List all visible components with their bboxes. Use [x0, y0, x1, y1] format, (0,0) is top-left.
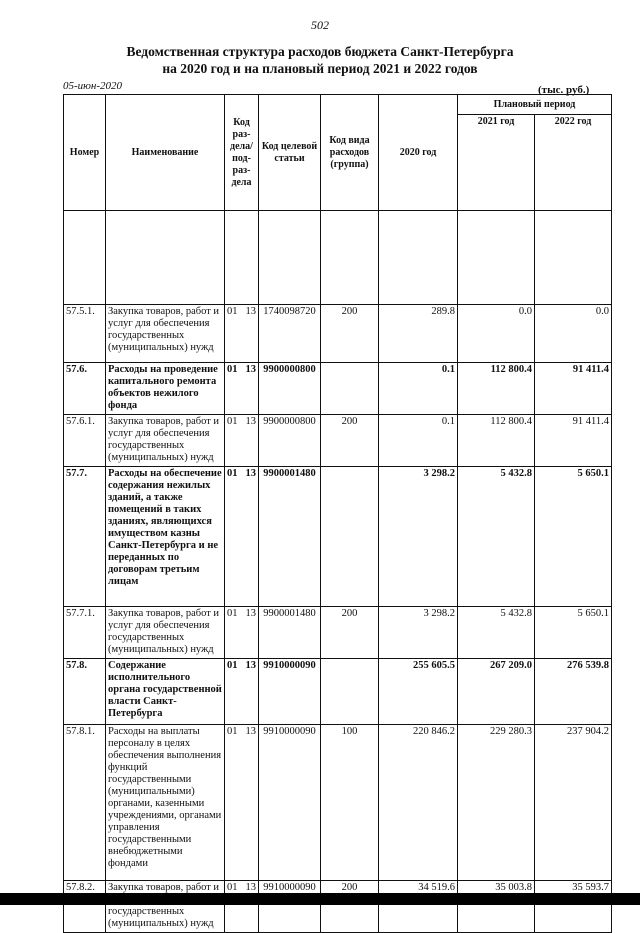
row-amount-2021: 267 209.0: [458, 659, 535, 725]
row-amount-2021: 35 003.8: [458, 881, 535, 933]
page-number: 502: [311, 18, 329, 32]
row-podrazdel: 13: [245, 660, 256, 671]
title-line-2: на 2020 год и на плановый период 2021 и 2022 годов: [162, 61, 478, 76]
row-amount-2021: 5 432.8: [458, 607, 535, 659]
table-row: [64, 363, 612, 415]
table-row: [64, 305, 612, 363]
row-amount-2020: 0.1: [379, 415, 458, 467]
row-expense-type-code: 200: [321, 305, 379, 363]
row-amount-2020: 3 298.2: [379, 467, 458, 607]
budget-table: [63, 94, 612, 933]
row-number: 57.6.1.: [64, 415, 106, 467]
table-row: [64, 659, 612, 725]
row-section-code: [225, 881, 259, 933]
row-razdel: 01: [227, 468, 238, 479]
table-row: [64, 725, 612, 881]
row-target-code: 9900000800: [259, 415, 321, 467]
row-number: 57.8.: [64, 659, 106, 725]
row-podrazdel: 13: [245, 882, 256, 893]
row-amount-2022: 91 411.4: [535, 363, 612, 415]
header-section-code: Код раз-дела/ под-раз-дела: [225, 95, 259, 211]
header-2020: 2020 год: [379, 95, 458, 211]
header-expense-type-code: Код вида расходов (группа): [321, 95, 379, 211]
row-razdel: 01: [227, 416, 238, 427]
row-expense-type-code: 200: [321, 881, 379, 933]
row-expense-type-code: [321, 659, 379, 725]
row-name: Закупка товаров, работ и услуг для обеспечения государственных (муниципальных) нужд: [106, 607, 225, 659]
row-podrazdel: 13: [245, 608, 256, 619]
row-expense-type-code: 200: [321, 607, 379, 659]
row-number: 57.8.1.: [64, 725, 106, 881]
header-2022: 2022 год: [535, 115, 612, 211]
table-row: [64, 467, 612, 607]
row-expense-type-code: [321, 363, 379, 415]
row-amount-2022: 91 411.4: [535, 415, 612, 467]
row-razdel: 01: [227, 726, 238, 737]
row-number: 57.5.1.: [64, 305, 106, 363]
row-amount-2020: 289.8: [379, 305, 458, 363]
header-number: Номер: [64, 95, 106, 211]
scan-edge: [0, 893, 640, 905]
row-number: 57.7.1.: [64, 607, 106, 659]
row-name: Содержание исполнительного органа государственной власти Санкт-Петербурга: [106, 659, 225, 725]
row-razdel: 01: [227, 882, 238, 893]
row-amount-2020: 34 519.6: [379, 881, 458, 933]
row-expense-type-code: [321, 467, 379, 607]
row-name: Расходы на выплаты персоналу в целях обеспечения выполнения функций государственными (муниципальными) органами, казенными учреждениями, органами управления государственными внебюджетными фондами: [106, 725, 225, 881]
row-razdel: 01: [227, 608, 238, 619]
row-target-code: 9900001480: [259, 467, 321, 607]
document-date: 05-июн-2020: [63, 80, 123, 92]
table-row: [64, 881, 612, 933]
row-name: Закупка товаров, работ и государственных (муниципальных) нужд: [106, 881, 225, 933]
row-amount-2022: 276 539.8: [535, 659, 612, 725]
row-amount-2020: 220 846.2: [379, 725, 458, 881]
row-amount-2022: 35 593.7: [535, 881, 612, 933]
row-number: 57.7.: [64, 467, 106, 607]
row-razdel: 01: [227, 306, 238, 317]
header-target-code: Код целевой статьи: [259, 95, 321, 211]
row-amount-2022: 0.0: [535, 305, 612, 363]
table-header: [64, 95, 612, 305]
title-line-1: Ведомственная структура расходов бюджета Санкт-Петербурга: [126, 44, 514, 59]
row-number: 57.8.2.: [64, 881, 106, 933]
row-target-code: 9910000090: [259, 881, 321, 933]
row-amount-2021: 5 432.8: [458, 467, 535, 607]
row-section-code: [225, 607, 259, 659]
row-target-code: 9910000090: [259, 725, 321, 881]
row-name: Закупка товаров, работ и услуг для обеспечения государственных (муниципальных) нужд: [106, 305, 225, 363]
row-amount-2022: 237 904.2: [535, 725, 612, 881]
row-number: 57.6.: [64, 363, 106, 415]
row-target-code: 9900000800: [259, 363, 321, 415]
row-amount-2021: 112 800.4: [458, 415, 535, 467]
row-target-code: 9910000090: [259, 659, 321, 725]
table-row: [64, 607, 612, 659]
row-amount-2021: 229 280.3: [458, 725, 535, 881]
table-body: [64, 305, 612, 933]
table-row: [64, 415, 612, 467]
row-section-code: [225, 415, 259, 467]
row-amount-2020: 0.1: [379, 363, 458, 415]
header-spacer-row: [64, 211, 612, 305]
row-amount-2020: 3 298.2: [379, 607, 458, 659]
row-section-code: [225, 305, 259, 363]
units-label: (тыс. руб.): [538, 84, 590, 96]
row-razdel: 01: [227, 660, 238, 671]
row-amount-2021: 0.0: [458, 305, 535, 363]
row-amount-2022: 5 650.1: [535, 607, 612, 659]
header-name: Наименование: [106, 95, 225, 211]
row-section-code: [225, 363, 259, 415]
row-amount-2021: 112 800.4: [458, 363, 535, 415]
row-name: Закупка товаров, работ и услуг для обеспечения государственных (муниципальных) нужд: [106, 415, 225, 467]
row-name: Расходы на обеспечение содержания нежилых зданий, а также помещений в таких зданиях, являющихся имуществом казны Санкт-Петербурга и не переданных по договорам третьим лицам: [106, 467, 225, 607]
row-target-code: 1740098720: [259, 305, 321, 363]
row-podrazdel: 13: [245, 468, 256, 479]
row-amount-2020: 255 605.5: [379, 659, 458, 725]
document-title: [0, 43, 640, 77]
header-2021: 2021 год: [458, 115, 535, 211]
row-podrazdel: 13: [245, 416, 256, 427]
row-section-code: [225, 467, 259, 607]
row-podrazdel: 13: [245, 364, 256, 375]
row-razdel: 01: [227, 364, 238, 375]
row-target-code: 9900001480: [259, 607, 321, 659]
row-expense-type-code: 100: [321, 725, 379, 881]
header-planned-period: Плановый период: [458, 95, 612, 115]
row-name: Расходы на проведение капитального ремонта объектов нежилого фонда: [106, 363, 225, 415]
row-amount-2022: 5 650.1: [535, 467, 612, 607]
row-podrazdel: 13: [245, 306, 256, 317]
row-podrazdel: 13: [245, 726, 256, 737]
row-section-code: [225, 725, 259, 881]
row-expense-type-code: 200: [321, 415, 379, 467]
row-section-code: [225, 659, 259, 725]
